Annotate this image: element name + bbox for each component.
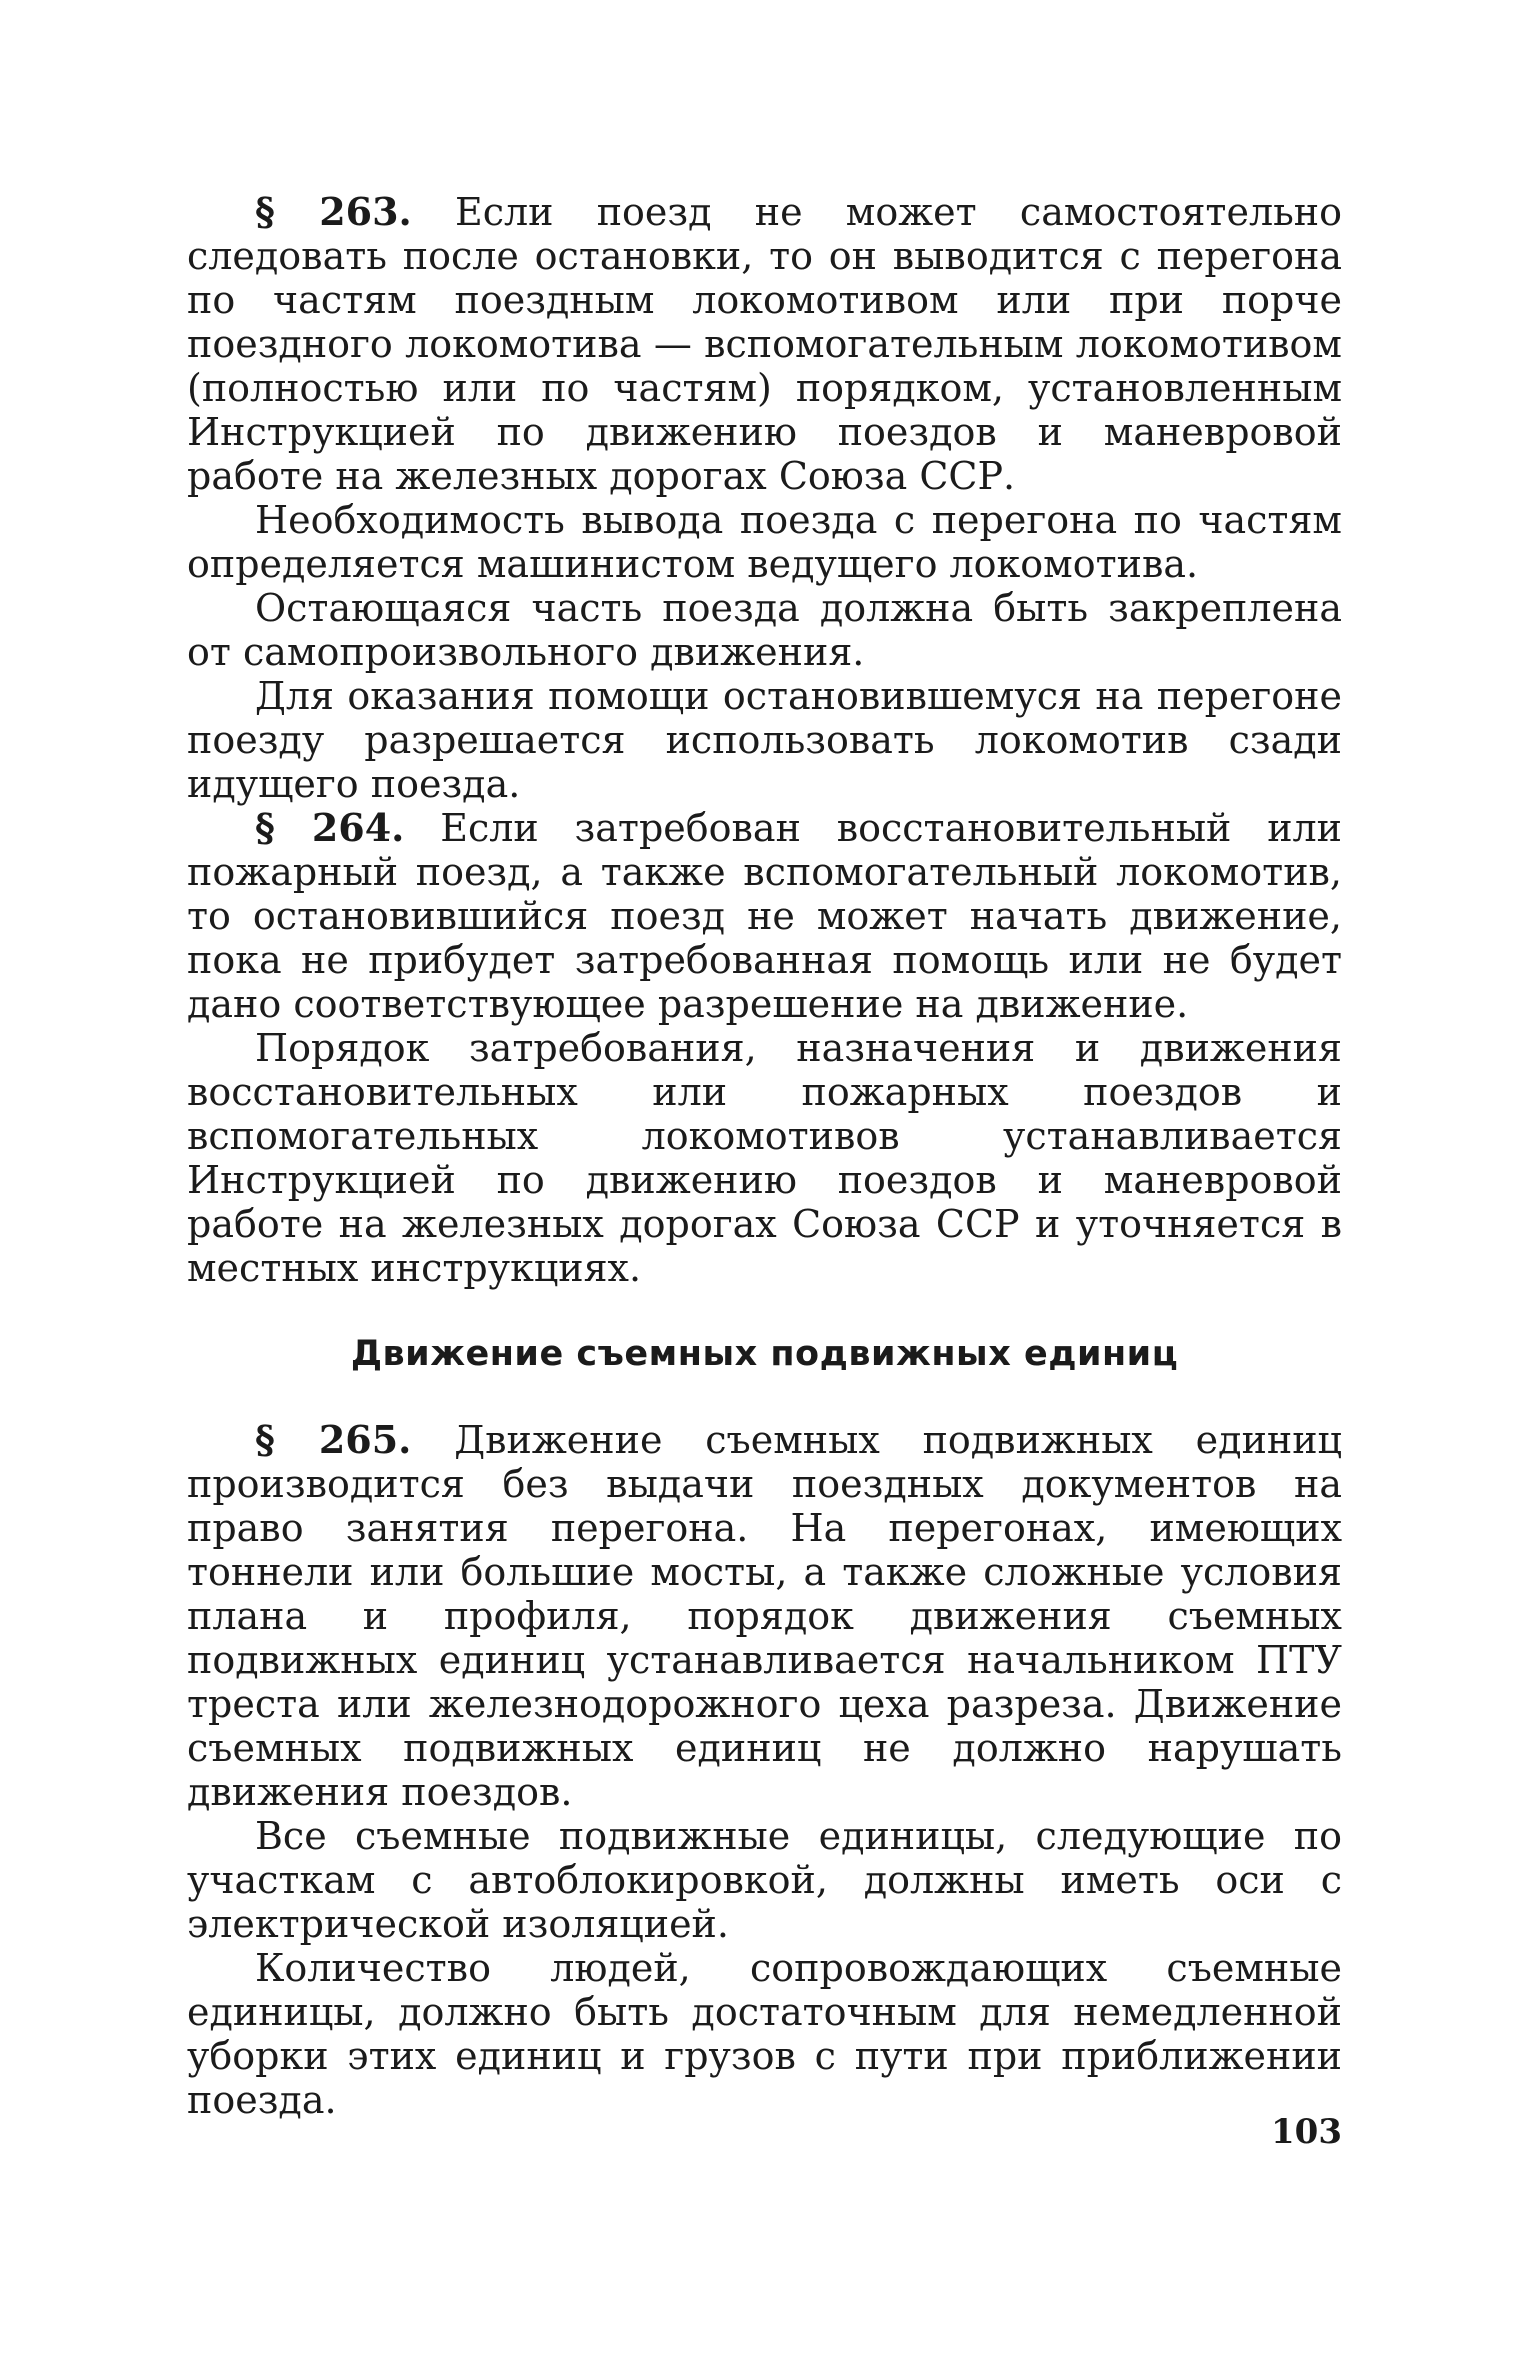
page-body	[187, 190, 1342, 2122]
paragraph-264-2: Порядок затребования, назначения и движения восстановительных или пожарных поездов и вспомогательных локомотивов устанавливается Инструкцией по движению поездов и маневровой работе на железных дорогах Союза ССР и уточняется в местных инструкциях.	[187, 1026, 1342, 1290]
paragraph-263-3: Остающаяся часть поезда должна быть закреплена от самопроизвольного движения.	[187, 586, 1342, 674]
section-heading: Движение съемных подвижных единиц	[350, 1334, 1179, 1374]
paragraph-263-1-text: Если поезд не может самостоятельно следовать после остановки, то он выводится с перегона по частям поездным локомотивом или при порче поездного локомотива — вспомогательным локомотивом (полностью или по частям) порядком, установленным Инструкцией по движению поездов и маневровой работе на железных дорогах Союза ССР.	[187, 190, 1342, 498]
paragraph-264-1-text: Если затребован восстановительный или пожарный поезд, а также вспомогательный локомотив, то остановившийся поезд не может начать движение, пока не прибудет затребованная помощь или не будет дано соответствующее разрешение на движение.	[187, 806, 1343, 1026]
paragraph-263-2: Необходимость вывода поезда с перегона по частям определяется машинистом ведущего локомотива.	[187, 498, 1342, 586]
paragraph-264-1	[187, 806, 1342, 1026]
paragraph-265-1	[187, 1418, 1342, 1814]
section-number-265: § 265.	[255, 1417, 412, 1462]
paragraph-265-1-text: Движение съемных подвижных единиц производится без выдачи поездных документов на право занятия перегона. На перегонах, имеющих тоннели или большие мосты, а также сложные условия плана и профиля, порядок движения съемных подвижных единиц устанавливается начальником ПТУ треста или железнодорожного цеха разреза. Движение съемных подвижных единиц не должно нарушать движения поездов.	[187, 1418, 1342, 1814]
paragraph-265-3: Количество людей, сопровождающих съемные единицы, должно быть достаточным для немедленной уборки этих единиц и грузов с пути при приближении поезда.	[187, 1946, 1342, 2122]
paragraph-263-1	[187, 190, 1342, 498]
paragraph-263-4: Для оказания помощи остановившемуся на перегоне поезду разрешается использовать локомотив сзади идущего поезда.	[187, 674, 1342, 806]
page-number: 103	[1271, 2112, 1342, 2152]
section-number-264: § 264.	[255, 805, 405, 850]
section-number-263: § 263.	[255, 189, 412, 234]
paragraph-265-2: Все съемные подвижные единицы, следующие по участкам с автоблокировкой, должны иметь оси с электрической изоляцией.	[187, 1814, 1342, 1946]
